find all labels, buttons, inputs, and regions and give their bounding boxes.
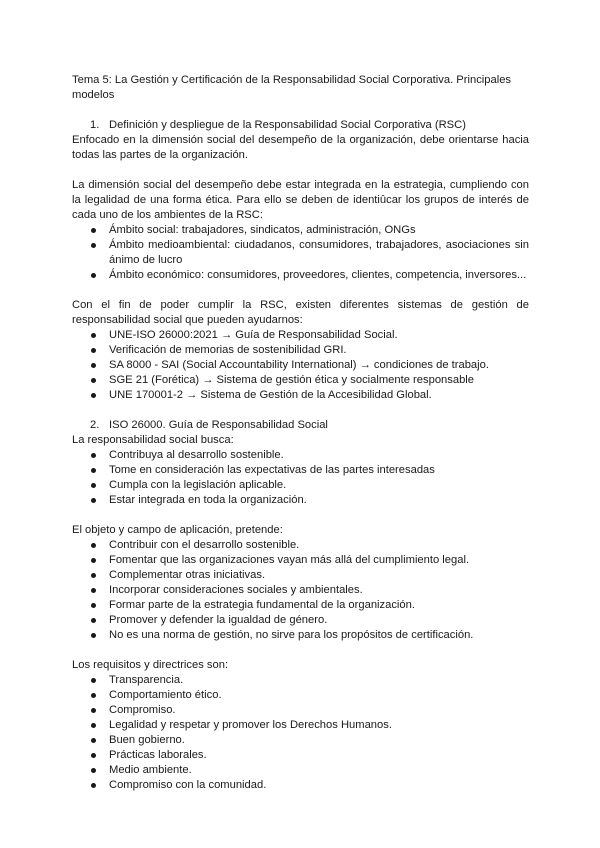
list-item: Ámbito social: trabajadores, sindicatos, administración, ONGs [72,223,529,238]
bullet-icon [72,223,109,238]
list-item: Promover y defender la igualdad de género. [72,613,529,628]
requisitos-intro: Los requisitos y directrices son: [72,659,229,671]
section-1-title: Definición y despliegue de la Responsabilidad Social Corporativa (RSC) [109,119,466,131]
bullet-icon [72,628,109,643]
requisitos-list [72,673,529,793]
section-1-number: 1. [90,119,100,131]
ambitos-list [72,223,529,283]
list-item: Buen gobierno. [72,733,529,748]
bullet-icon [72,343,109,358]
bullet-icon [72,583,109,598]
list-item: Incorporar consideraciones sociales y ambientales. [72,583,529,598]
list-item: Prácticas laborales. [72,748,529,763]
list-item: Compromiso con la comunidad. [72,778,529,793]
bullet-icon [72,268,109,283]
bullet-icon [72,748,109,763]
bullet-icon [72,358,109,373]
list-item: Transparencia. [72,673,529,688]
bullet-icon [72,448,109,463]
section-2-heading [72,418,529,433]
list-item: Ámbito económico: consumidores, proveedores, clientes, competencia, inversores... [72,268,529,283]
list-item: UNE-ISO 26000:2021 → Guía de Responsabilidad Social. [72,328,529,343]
list-item: Ámbito medioambiental: ciudadanos, consumidores, trabajadores, asociaciones sin ánimo de lucro [72,238,529,268]
list-item: SGE 21 (Forética) → Sistema de gestión ética y socialmente responsable [72,373,529,388]
list-item: Tome en consideración las expectativas de las partes interesadas [72,463,529,478]
list-item: Cumpla con la legislación aplicable. [72,478,529,493]
section-1-paragraph-2: La dimensión social del desempeño debe estar integrada en la estrategia, cumpliendo con la legalidad de una forma ética. Para ello se deben de identiûcar los grupos de interés de cada uno de los ambientes de la RSC: [72,179,529,221]
objeto-intro: El objeto y campo de aplicación, pretende: [72,524,283,536]
bullet-icon [72,598,109,613]
bullet-icon [72,328,109,343]
list-item: UNE 170001-2 → Sistema de Gestión de la Accesibilidad Global. [72,388,529,403]
bullet-icon [72,718,109,733]
list-item: Contribuya al desarrollo sostenible. [72,448,529,463]
bullet-icon [72,463,109,478]
bullet-icon [72,553,109,568]
sistemas-list [72,328,529,403]
section-2-intro: La responsabilidad social busca: [72,434,234,446]
section-1-paragraph-3: Con el fin de poder cumplir la RSC, existen diferentes sistemas de gestión de responsabilidad social que pueden ayudarnos: [72,299,529,326]
bullet-icon [72,478,109,493]
bullet-icon [72,568,109,583]
bullet-icon [72,373,109,388]
bullet-icon [72,763,109,778]
list-item: Compromiso. [72,703,529,718]
document-page [72,73,529,793]
bullet-icon [72,238,109,268]
bullet-icon [72,733,109,748]
bullet-icon [72,613,109,628]
bullet-icon [72,688,109,703]
bullet-icon [72,703,109,718]
document-title: Tema 5: La Gestión y Certificación de la Responsabilidad Social Corporativa. Principales modelos [72,74,512,101]
list-item: SA 8000 - SAI (Social Accountability International) → condiciones de trabajo. [72,358,529,373]
list-item: Estar integrada en toda la organización. [72,493,529,508]
list-item: Fomentar que las organizaciones vayan más allá del cumplimiento legal. [72,553,529,568]
bullet-icon [72,388,109,403]
bullet-icon [72,673,109,688]
busca-list [72,448,529,508]
list-item: Medio ambiente. [72,763,529,778]
bullet-icon [72,493,109,508]
list-item: Legalidad y respetar y promover los Derechos Humanos. [72,718,529,733]
bullet-icon [72,778,109,793]
list-item: Complementar otras iniciativas. [72,568,529,583]
section-2-title: ISO 26000. Guía de Responsabilidad Social [109,419,328,431]
section-1-heading [72,118,529,133]
list-item: Contribuir con el desarrollo sostenible. [72,538,529,553]
objeto-list [72,538,529,643]
list-item: No es una norma de gestión, no sirve para los propósitos de certificación. [72,628,529,643]
list-item: Formar parte de la estrategia fundamental de la organización. [72,598,529,613]
list-item: Verificación de memorias de sostenibilidad GRI. [72,343,529,358]
section-2-number: 2. [90,419,100,431]
list-item: Comportamiento ético. [72,688,529,703]
section-1-intro: Enfocado en la dimensión social del desempeño de la organización, debe orientarse hacia todas las partes de la organización. [72,134,529,161]
bullet-icon [72,538,109,553]
